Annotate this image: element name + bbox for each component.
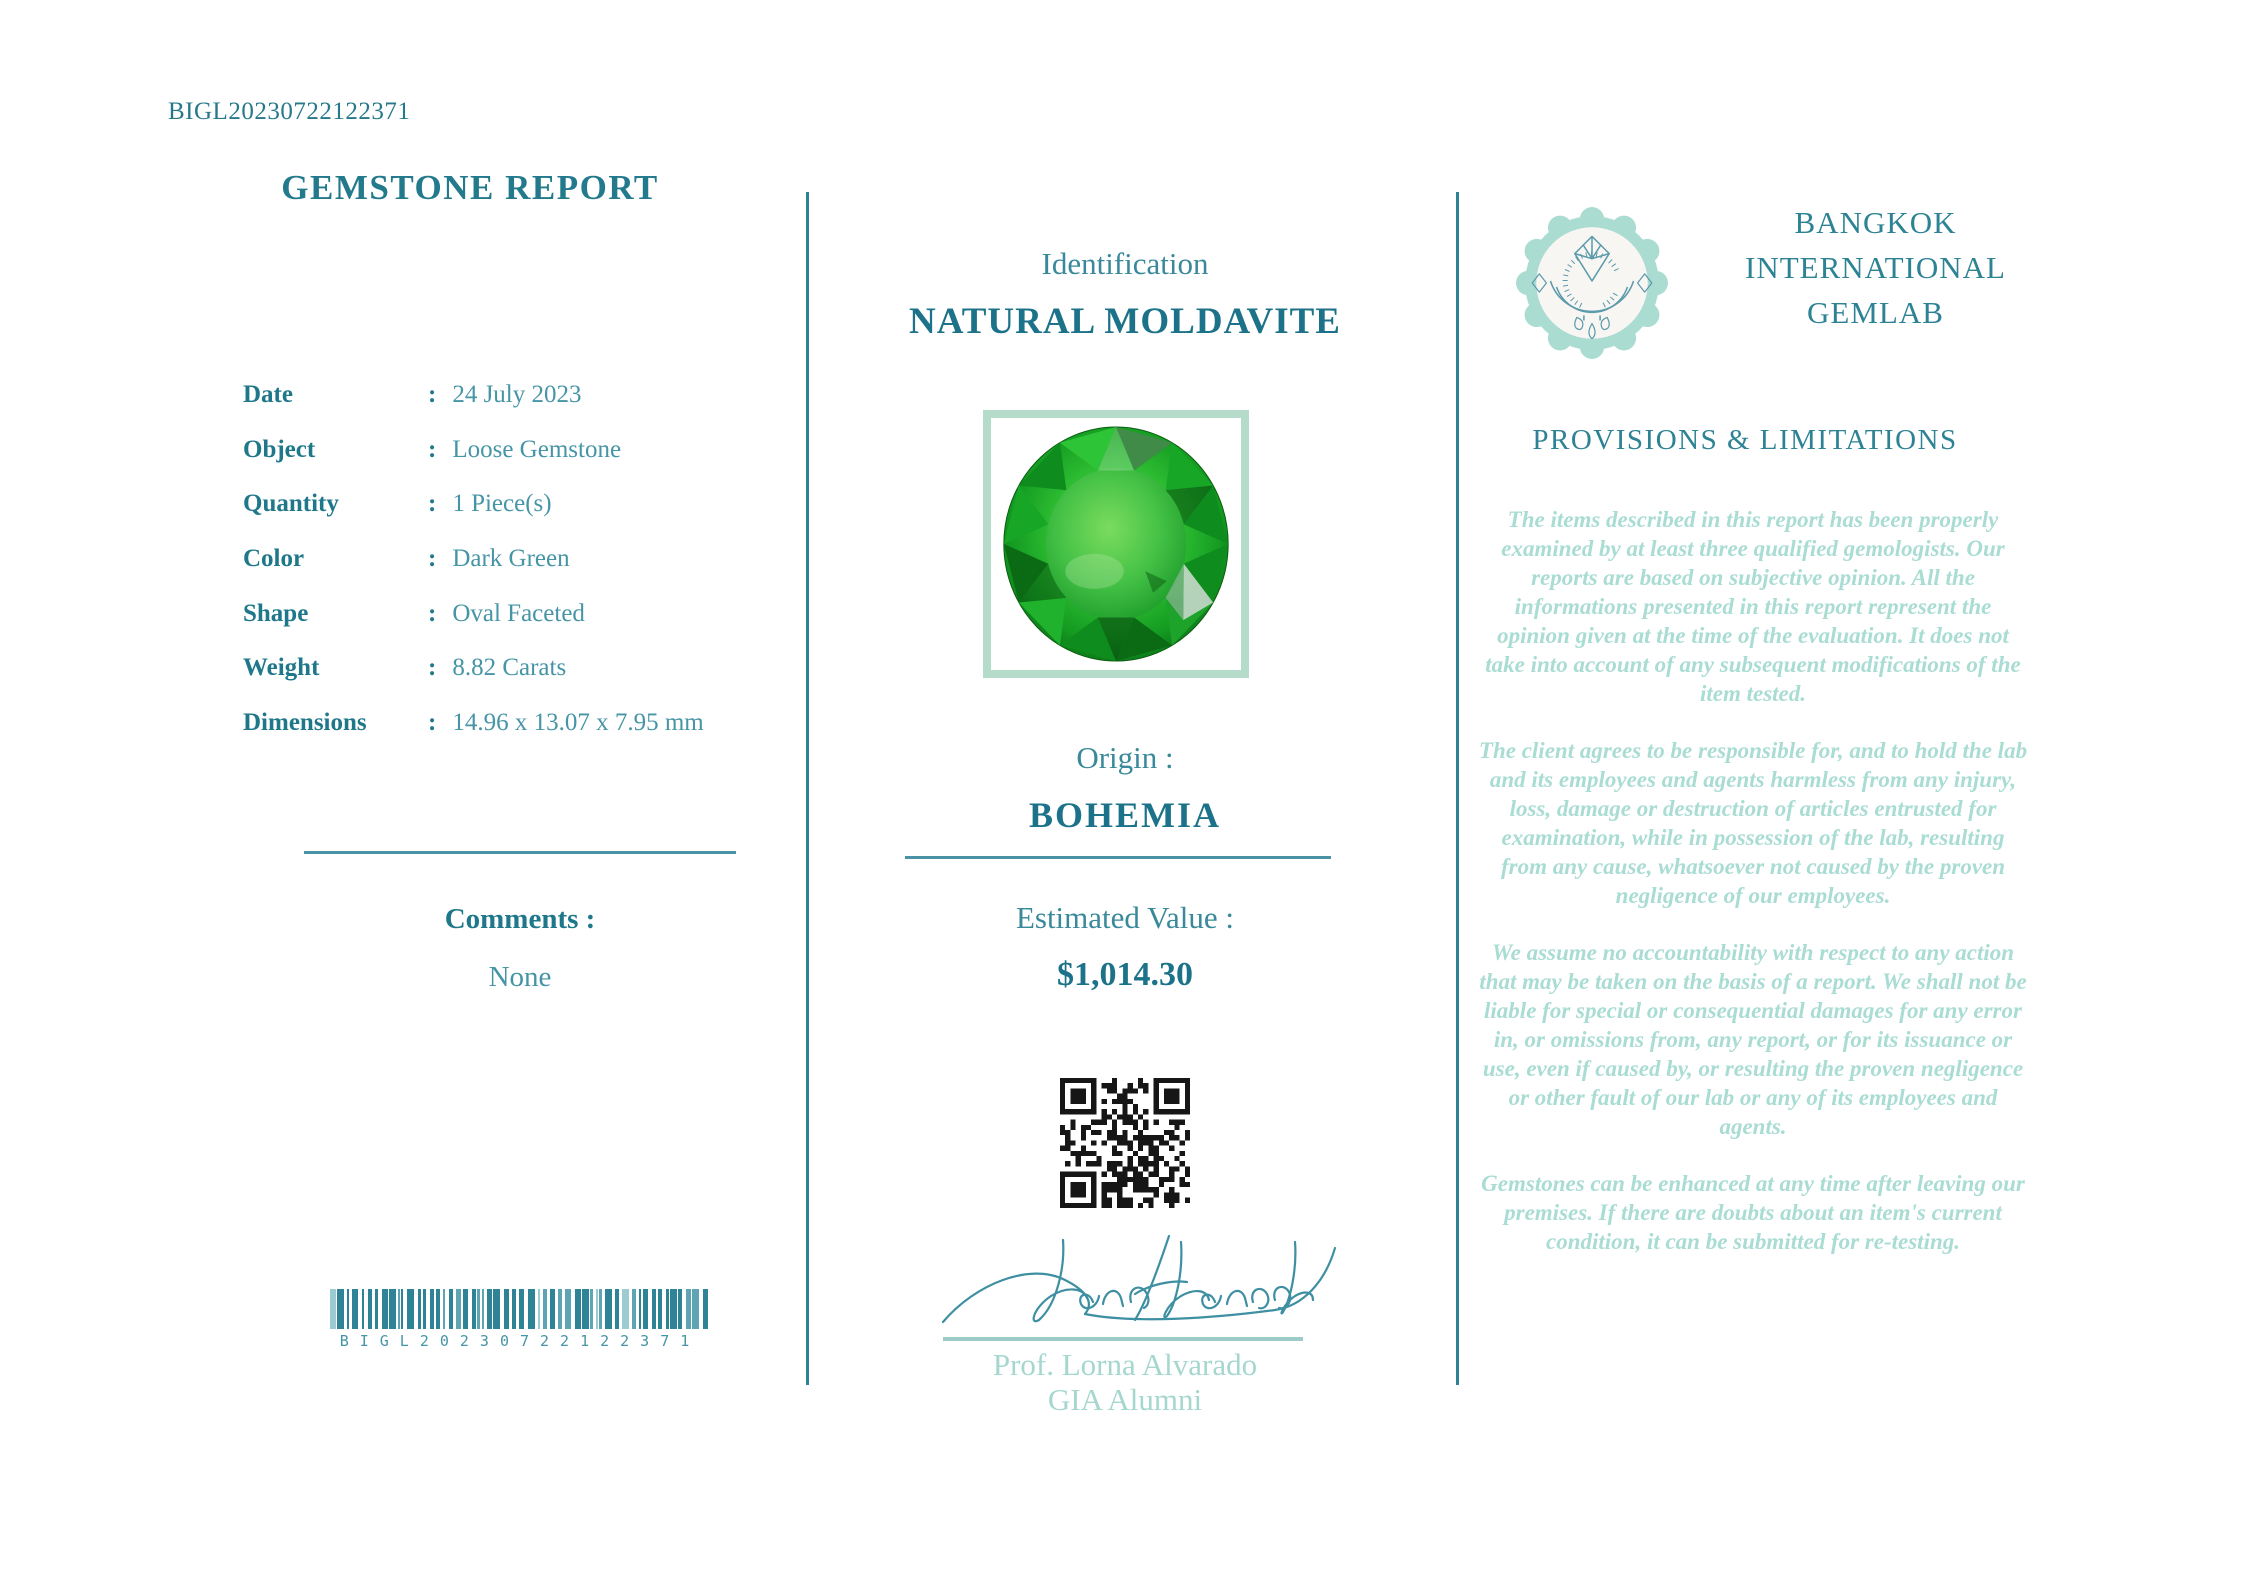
provision-paragraph: The client agrees to be responsible for, and to hold the lab and its employees and agents harmless from any injury, loss, damage or destruction of articles entrusted for examination, while in possession of the lab, resulting from any cause, whatsoever not caused by the proven negligence of our employees. bbox=[1478, 738, 2028, 908]
field-label: Shape bbox=[243, 599, 309, 627]
column-divider-left bbox=[806, 192, 809, 1385]
provision-paragraph: The items described in this report has been properly examined by at least three qualified gemologists. Our reports are based on subjective opinion. All the informations presented in this report represent the opinion given at the time of the evaluation. It does not take into account of any subsequent modifications of the item tested. bbox=[1485, 507, 2021, 706]
estimated-value-heading: Estimated Value : bbox=[1015, 900, 1235, 935]
barcode-text: BIGL20230722122371 bbox=[339, 1332, 701, 1350]
provision-paragraph: We assume no accountability with respect to any action that may be taken on the basis of a report. We shall not be liable for special or consequential damages for any error in, or omissions from, any report, or for its issuance or use, even if caused by, or resulting the proven negligence or other fault of our lab or any of its employees and agents. bbox=[1479, 940, 2027, 1139]
signatory-credential: GIA Alumni bbox=[1047, 1382, 1203, 1417]
field-row-weight bbox=[243, 641, 763, 696]
signature-image bbox=[935, 1222, 1345, 1340]
lab-name-line: GEMLAB bbox=[1807, 295, 1944, 330]
identification-value: NATURAL MOLDAVITE bbox=[909, 301, 1341, 342]
field-value: 24 July 2023 bbox=[452, 381, 582, 409]
field-value: 14.96 x 13.07 x 7.95 mm bbox=[452, 708, 704, 736]
field-row-quantity bbox=[243, 477, 763, 532]
identification-heading: Identification bbox=[1041, 246, 1209, 281]
field-value: 1 Piece(s) bbox=[452, 490, 552, 518]
origin-divider bbox=[905, 856, 1331, 859]
field-label: Dimensions bbox=[243, 708, 367, 736]
field-value: Oval Faceted bbox=[452, 599, 585, 627]
gem-photo-frame bbox=[983, 410, 1249, 678]
field-label: Color bbox=[243, 545, 305, 573]
field-row-shape bbox=[243, 586, 763, 641]
estimated-value: $1,014.30 bbox=[1057, 956, 1193, 993]
field-value: Dark Green bbox=[452, 545, 570, 573]
provisions-text bbox=[1478, 505, 2028, 1284]
report-number: BIGL20230722122371 bbox=[168, 98, 411, 125]
provision-paragraph: Gemstones can be enhanced at any time after leaving our premises. If there are doubts about an item's current condition, it can be submitted for re-testing. bbox=[1481, 1171, 2025, 1254]
lab-logo-gem-badge-icon bbox=[1516, 206, 1668, 361]
field-colon: : bbox=[428, 599, 437, 627]
field-value: 8.82 Carats bbox=[452, 654, 567, 682]
field-row-dimensions bbox=[243, 696, 763, 751]
origin-value: BOHEMIA bbox=[1028, 795, 1221, 835]
barcode-image bbox=[330, 1289, 710, 1329]
signature-line bbox=[943, 1337, 1303, 1341]
field-colon: : bbox=[428, 545, 437, 573]
field-row-date bbox=[243, 368, 763, 423]
field-label: Date bbox=[243, 381, 293, 409]
field-label: Quantity bbox=[243, 490, 339, 518]
qr-code bbox=[1060, 1076, 1190, 1210]
signatory-name: Prof. Lorna Alvarado bbox=[992, 1347, 1258, 1382]
lab-name bbox=[1678, 200, 2073, 335]
field-colon: : bbox=[428, 490, 437, 518]
comments-divider bbox=[304, 851, 736, 854]
report-title: GEMSTONE REPORT bbox=[281, 168, 659, 207]
comments-heading: Comments : bbox=[444, 903, 596, 935]
origin-heading: Origin : bbox=[1076, 740, 1174, 775]
comments-value: None bbox=[488, 961, 552, 993]
field-colon: : bbox=[428, 435, 437, 463]
field-row-object bbox=[243, 423, 763, 478]
lab-name-line: INTERNATIONAL bbox=[1745, 250, 2006, 285]
gem-photo bbox=[998, 425, 1234, 663]
lab-name-line: BANGKOK bbox=[1794, 205, 1957, 240]
field-label: Weight bbox=[243, 654, 320, 682]
field-colon: : bbox=[428, 381, 437, 409]
field-value: Loose Gemstone bbox=[452, 435, 622, 463]
barcode bbox=[330, 1289, 710, 1350]
field-colon: : bbox=[428, 708, 437, 736]
report-fields bbox=[243, 368, 763, 750]
field-label: Object bbox=[243, 435, 316, 463]
field-colon: : bbox=[428, 654, 437, 682]
column-divider-right bbox=[1456, 192, 1459, 1385]
field-row-color bbox=[243, 532, 763, 587]
provisions-heading: PROVISIONS & LIMITATIONS bbox=[1532, 424, 1958, 456]
